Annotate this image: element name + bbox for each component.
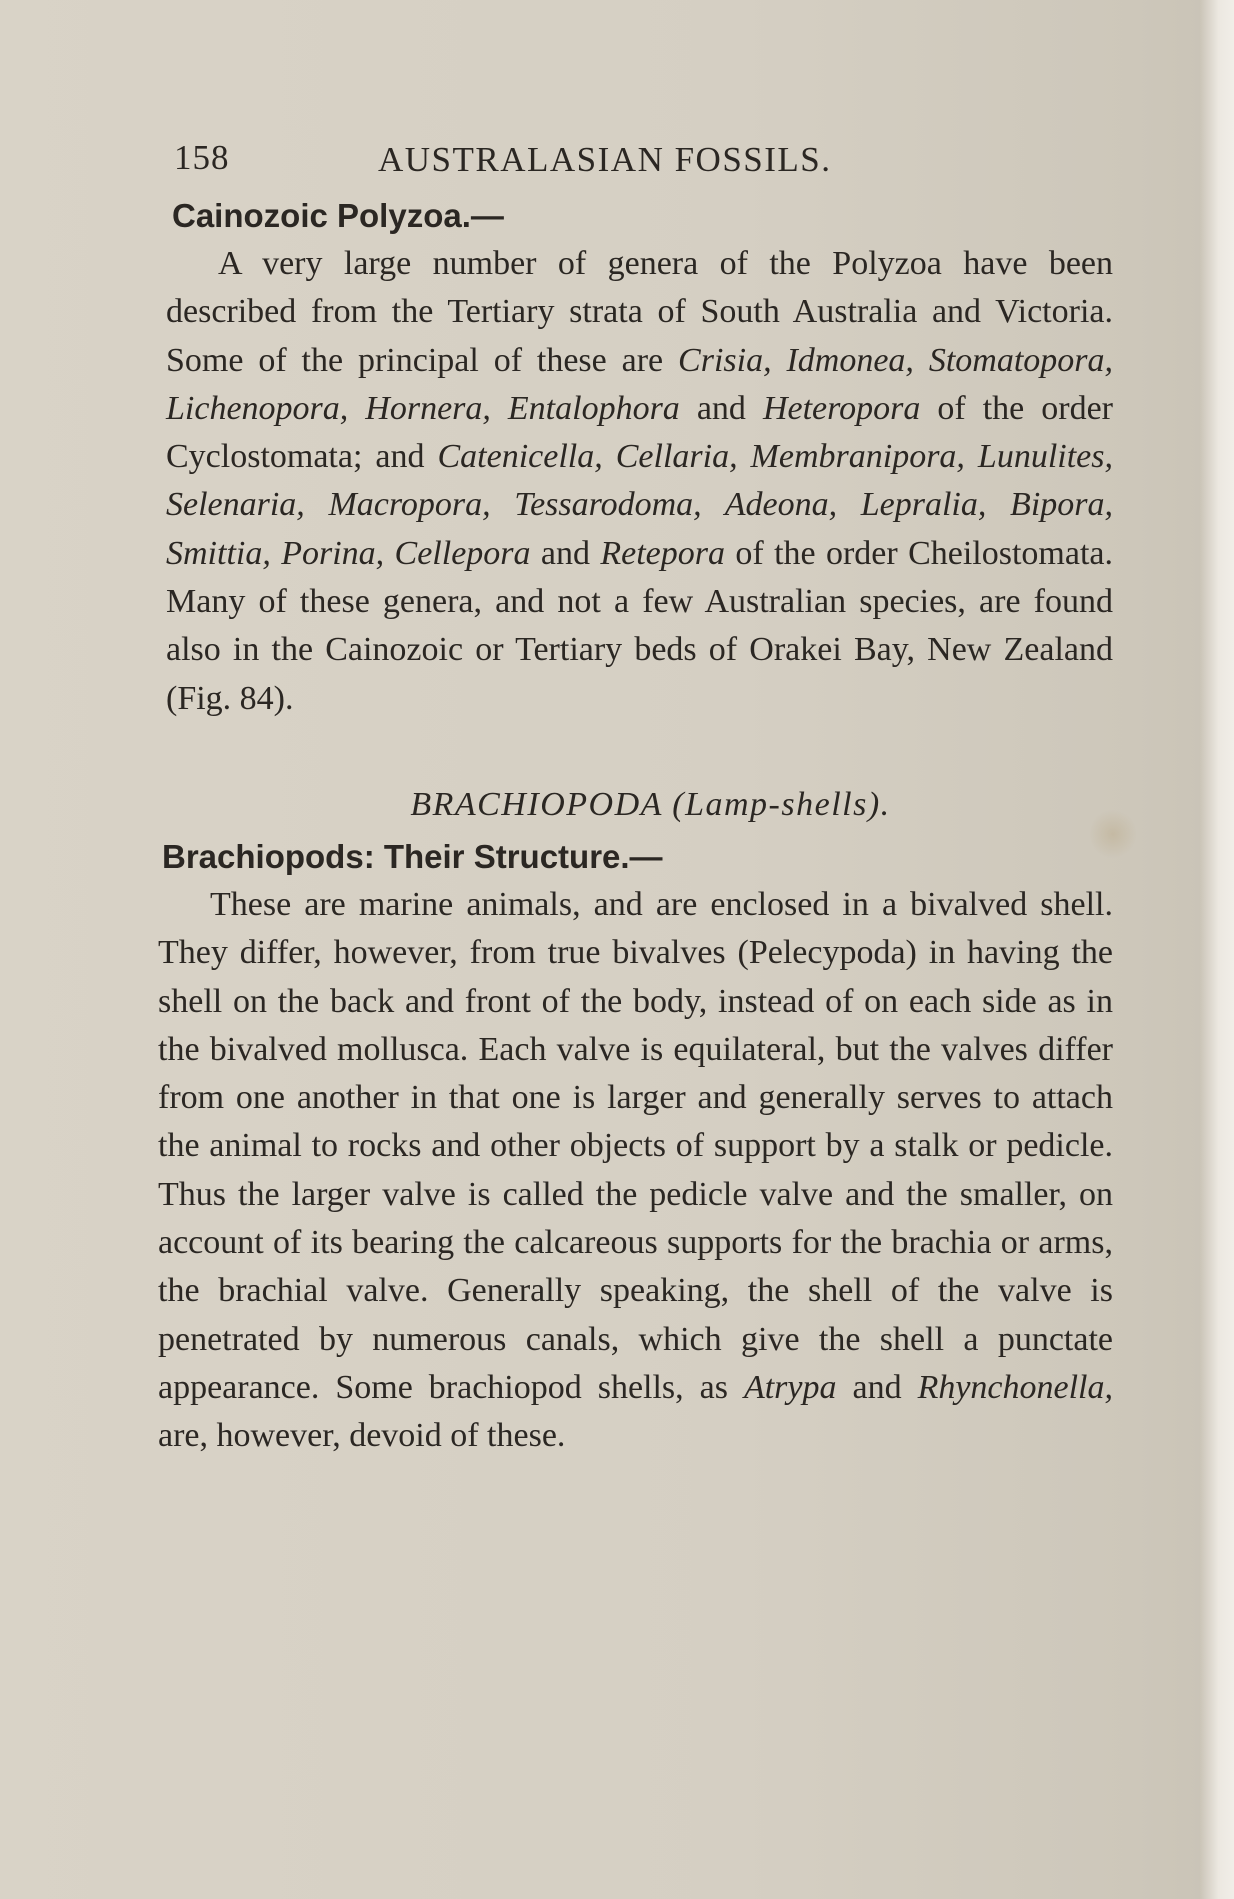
genus-names: Crisia, Idmonea, Stomatopora, Lichenopora, Hornera, Entalophora: [166, 341, 1113, 427]
text-run: and: [836, 1368, 918, 1406]
text-run: of the order Cheilostomata. Many of these genera, and not a few Australian species, are found also in the Cainozoic or Tertiary beds of Orakei Bay, New Zealand (Fig. 84).: [166, 534, 1113, 717]
genus-name: Rhynchonella,: [917, 1368, 1113, 1406]
structure-heading: Brachiopods: Their Structure.—: [162, 837, 663, 875]
polyzoa-heading: Cainozoic Polyzoa.—: [172, 197, 504, 234]
polyzoa-paragraph: [158, 240, 1113, 723]
structure-paragraph: [158, 881, 1113, 1461]
page-content: [158, 138, 1113, 1461]
text-run: A very large number of genera of the Polyzoa have been described from the Tertiary strata of South Australia and Victoria. Some of the principal of these are: [166, 245, 1113, 379]
running-head: [158, 138, 1113, 192]
text-run: of the order Cyclostomata; and: [166, 389, 1113, 476]
genus-name: Retepora: [600, 534, 725, 572]
text-run: are, however, devoid of these.: [158, 1417, 566, 1455]
page-edge-shadow: [1200, 0, 1234, 1899]
genus-names: Catenicella, Cellaria, Membranipora, Lunulites, Selenaria, Macropora, Tessarodoma, Adeona, Lepralia, Bipora, Smittia, Porina, Cellepora: [166, 438, 1113, 572]
genus-name: Heteropora: [762, 389, 921, 427]
text-run: and: [679, 389, 763, 427]
text-run: and: [530, 534, 601, 572]
book-title: AUSTRALASIAN FOSSILS.: [378, 140, 832, 179]
page-number: 158: [174, 138, 230, 177]
brachiopoda-title: BRACHIOPODA (Lamp-shells).: [410, 785, 891, 823]
text-run: These are marine animals, and are enclosed in a bivalved shell. They differ, however, from true bivalves (Pelecypoda) in having the shell on the back and front of the body, instead of on each side as in the bivalved mollusca. Each valve is equilateral, but the valves differ from one another in that one is larger and generally serves to attach the animal to rocks and other objects of support by a stalk or pedicle. Thus the larger valve is called the pedicle valve and the smaller, on account of its bearing the calcareous supports for the brachia or arms, the brachial valve. Generally speaking, the shell of the valve is penetrated by numerous canals, which give the shell a punctate appearance. Some brachiopod shells, as: [158, 885, 1113, 1406]
genus-name: Atrypa: [743, 1368, 837, 1406]
